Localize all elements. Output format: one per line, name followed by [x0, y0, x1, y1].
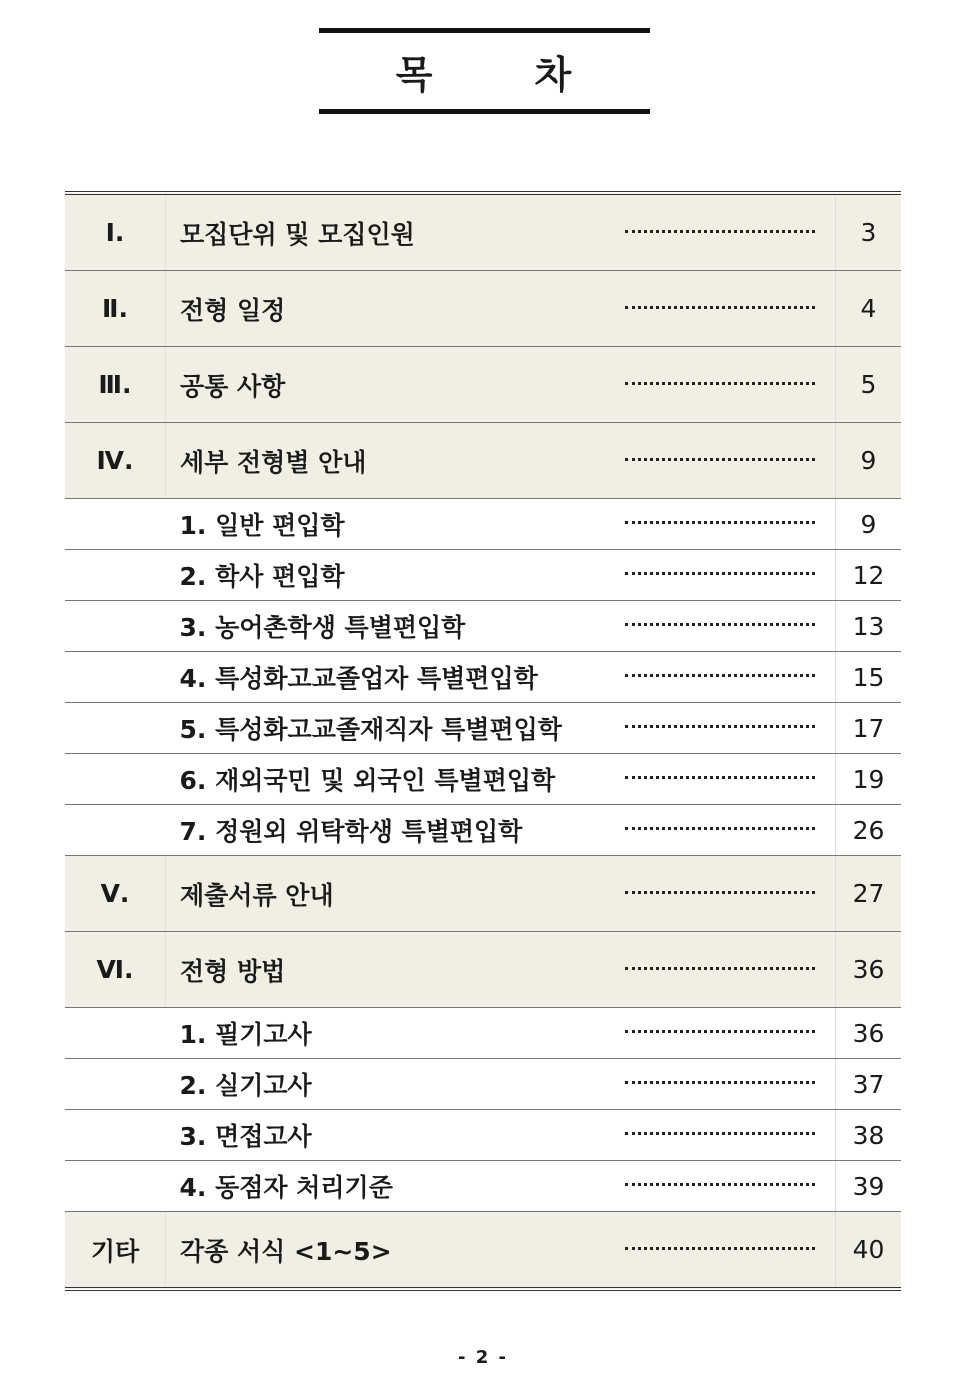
title-right-char: 차: [534, 52, 574, 97]
toc-row-minor[interactable]: [65, 550, 901, 601]
toc-section-number: Ⅳ.: [65, 423, 166, 499]
toc-section-number: [65, 499, 166, 550]
toc-leader-dots: [615, 347, 836, 423]
toc-leader-dots: [615, 805, 836, 856]
toc-section-number: [65, 1059, 166, 1110]
toc-row-major[interactable]: [65, 271, 901, 347]
toc-row-minor[interactable]: [65, 1110, 901, 1161]
toc-section-number: Ⅰ.: [65, 193, 166, 271]
toc-row-minor[interactable]: [65, 1059, 901, 1110]
toc-row-major[interactable]: [65, 932, 901, 1008]
toc-leader-dots: [615, 550, 836, 601]
toc-leader-dots: [615, 1110, 836, 1161]
toc-leader-dots: [615, 1059, 836, 1110]
toc-row-minor[interactable]: [65, 805, 901, 856]
toc-entry-title: 6. 재외국민 및 외국인 특별편입학: [166, 754, 616, 805]
toc-entry-title: 제출서류 안내: [166, 856, 616, 932]
toc-section-number: Ⅵ.: [65, 932, 166, 1008]
toc-section-number: [65, 550, 166, 601]
toc-section-number: Ⅴ.: [65, 856, 166, 932]
toc-section-number: [65, 601, 166, 652]
toc-page-number: 40: [836, 1212, 902, 1290]
toc-section-number: Ⅲ.: [65, 347, 166, 423]
toc-page-number: 9: [836, 423, 902, 499]
toc-section-number: [65, 1110, 166, 1161]
toc-entry-title: 모집단위 및 모집인원: [166, 193, 616, 271]
toc-entry-title: 3. 면접고사: [166, 1110, 616, 1161]
toc-leader-dots: [615, 703, 836, 754]
toc-section-number: [65, 1008, 166, 1059]
toc-page-number: 37: [836, 1059, 902, 1110]
toc-section-number: 기타: [65, 1212, 166, 1290]
toc-entry-title: 1. 일반 편입학: [166, 499, 616, 550]
toc-page-number: 26: [836, 805, 902, 856]
page-title: [396, 44, 573, 99]
toc-entry-title: 전형 방법: [166, 932, 616, 1008]
toc-row-minor[interactable]: [65, 652, 901, 703]
toc-entry-title: 공통 사항: [166, 347, 616, 423]
toc-page-number: 36: [836, 932, 902, 1008]
toc-page-number: 15: [836, 652, 902, 703]
toc-row-major[interactable]: [65, 347, 901, 423]
toc-leader-dots: [615, 193, 836, 271]
toc-leader-dots: [615, 1212, 836, 1290]
toc-row-minor[interactable]: [65, 754, 901, 805]
toc-page-number: 3: [836, 193, 902, 271]
toc-page-number: 19: [836, 754, 902, 805]
toc-page-number: 36: [836, 1008, 902, 1059]
toc-row-minor[interactable]: [65, 1161, 901, 1212]
toc-section-number: [65, 805, 166, 856]
toc-row-major[interactable]: [65, 193, 901, 271]
toc-leader-dots: [615, 856, 836, 932]
toc-entry-title: 2. 학사 편입학: [166, 550, 616, 601]
toc-page-number: 4: [836, 271, 902, 347]
toc-section-number: Ⅱ.: [65, 271, 166, 347]
toc-leader-dots: [615, 1008, 836, 1059]
page-number: - 2 -: [458, 1347, 508, 1368]
toc-section-number: [65, 1161, 166, 1212]
toc-entry-title: 4. 특성화고교졸업자 특별편입학: [166, 652, 616, 703]
toc-page-number: 9: [836, 499, 902, 550]
toc-leader-dots: [615, 271, 836, 347]
toc-leader-dots: [615, 423, 836, 499]
toc-section-number: [65, 754, 166, 805]
toc-page-number: 5: [836, 347, 902, 423]
toc-row-minor[interactable]: [65, 1008, 901, 1059]
toc-leader-dots: [615, 754, 836, 805]
toc-title-box: [319, 28, 650, 114]
toc-entry-title: 세부 전형별 안내: [166, 423, 616, 499]
toc-page-number: 12: [836, 550, 902, 601]
toc-row-major[interactable]: [65, 423, 901, 499]
toc-entry-title: 2. 실기고사: [166, 1059, 616, 1110]
toc-entry-title: 5. 특성화고교졸재직자 특별편입학: [166, 703, 616, 754]
toc-table: [65, 191, 901, 1291]
toc-section-number: [65, 703, 166, 754]
toc-page-number: 38: [836, 1110, 902, 1161]
toc-page-number: 13: [836, 601, 902, 652]
toc-row-minor[interactable]: [65, 601, 901, 652]
toc-leader-dots: [615, 932, 836, 1008]
toc-entry-title: 3. 농어촌학생 특별편입학: [166, 601, 616, 652]
toc-page-number: 39: [836, 1161, 902, 1212]
toc-page-number: 27: [836, 856, 902, 932]
toc-leader-dots: [615, 601, 836, 652]
title-left-char: 목: [395, 52, 435, 97]
toc-entry-title: 각종 서식 <1~5>: [166, 1212, 616, 1290]
toc-row-major[interactable]: [65, 1212, 901, 1290]
toc-entry-title: 4. 동점자 처리기준: [166, 1161, 616, 1212]
toc-entry-title: 1. 필기고사: [166, 1008, 616, 1059]
toc-row-minor[interactable]: [65, 499, 901, 550]
toc-leader-dots: [615, 1161, 836, 1212]
toc-page-number: 17: [836, 703, 902, 754]
toc-entry-title: 7. 정원외 위탁학생 특별편입학: [166, 805, 616, 856]
toc-row-major[interactable]: [65, 856, 901, 932]
toc-leader-dots: [615, 652, 836, 703]
toc-leader-dots: [615, 499, 836, 550]
toc-section-number: [65, 652, 166, 703]
toc-entry-title: 전형 일정: [166, 271, 616, 347]
toc-row-minor[interactable]: [65, 703, 901, 754]
